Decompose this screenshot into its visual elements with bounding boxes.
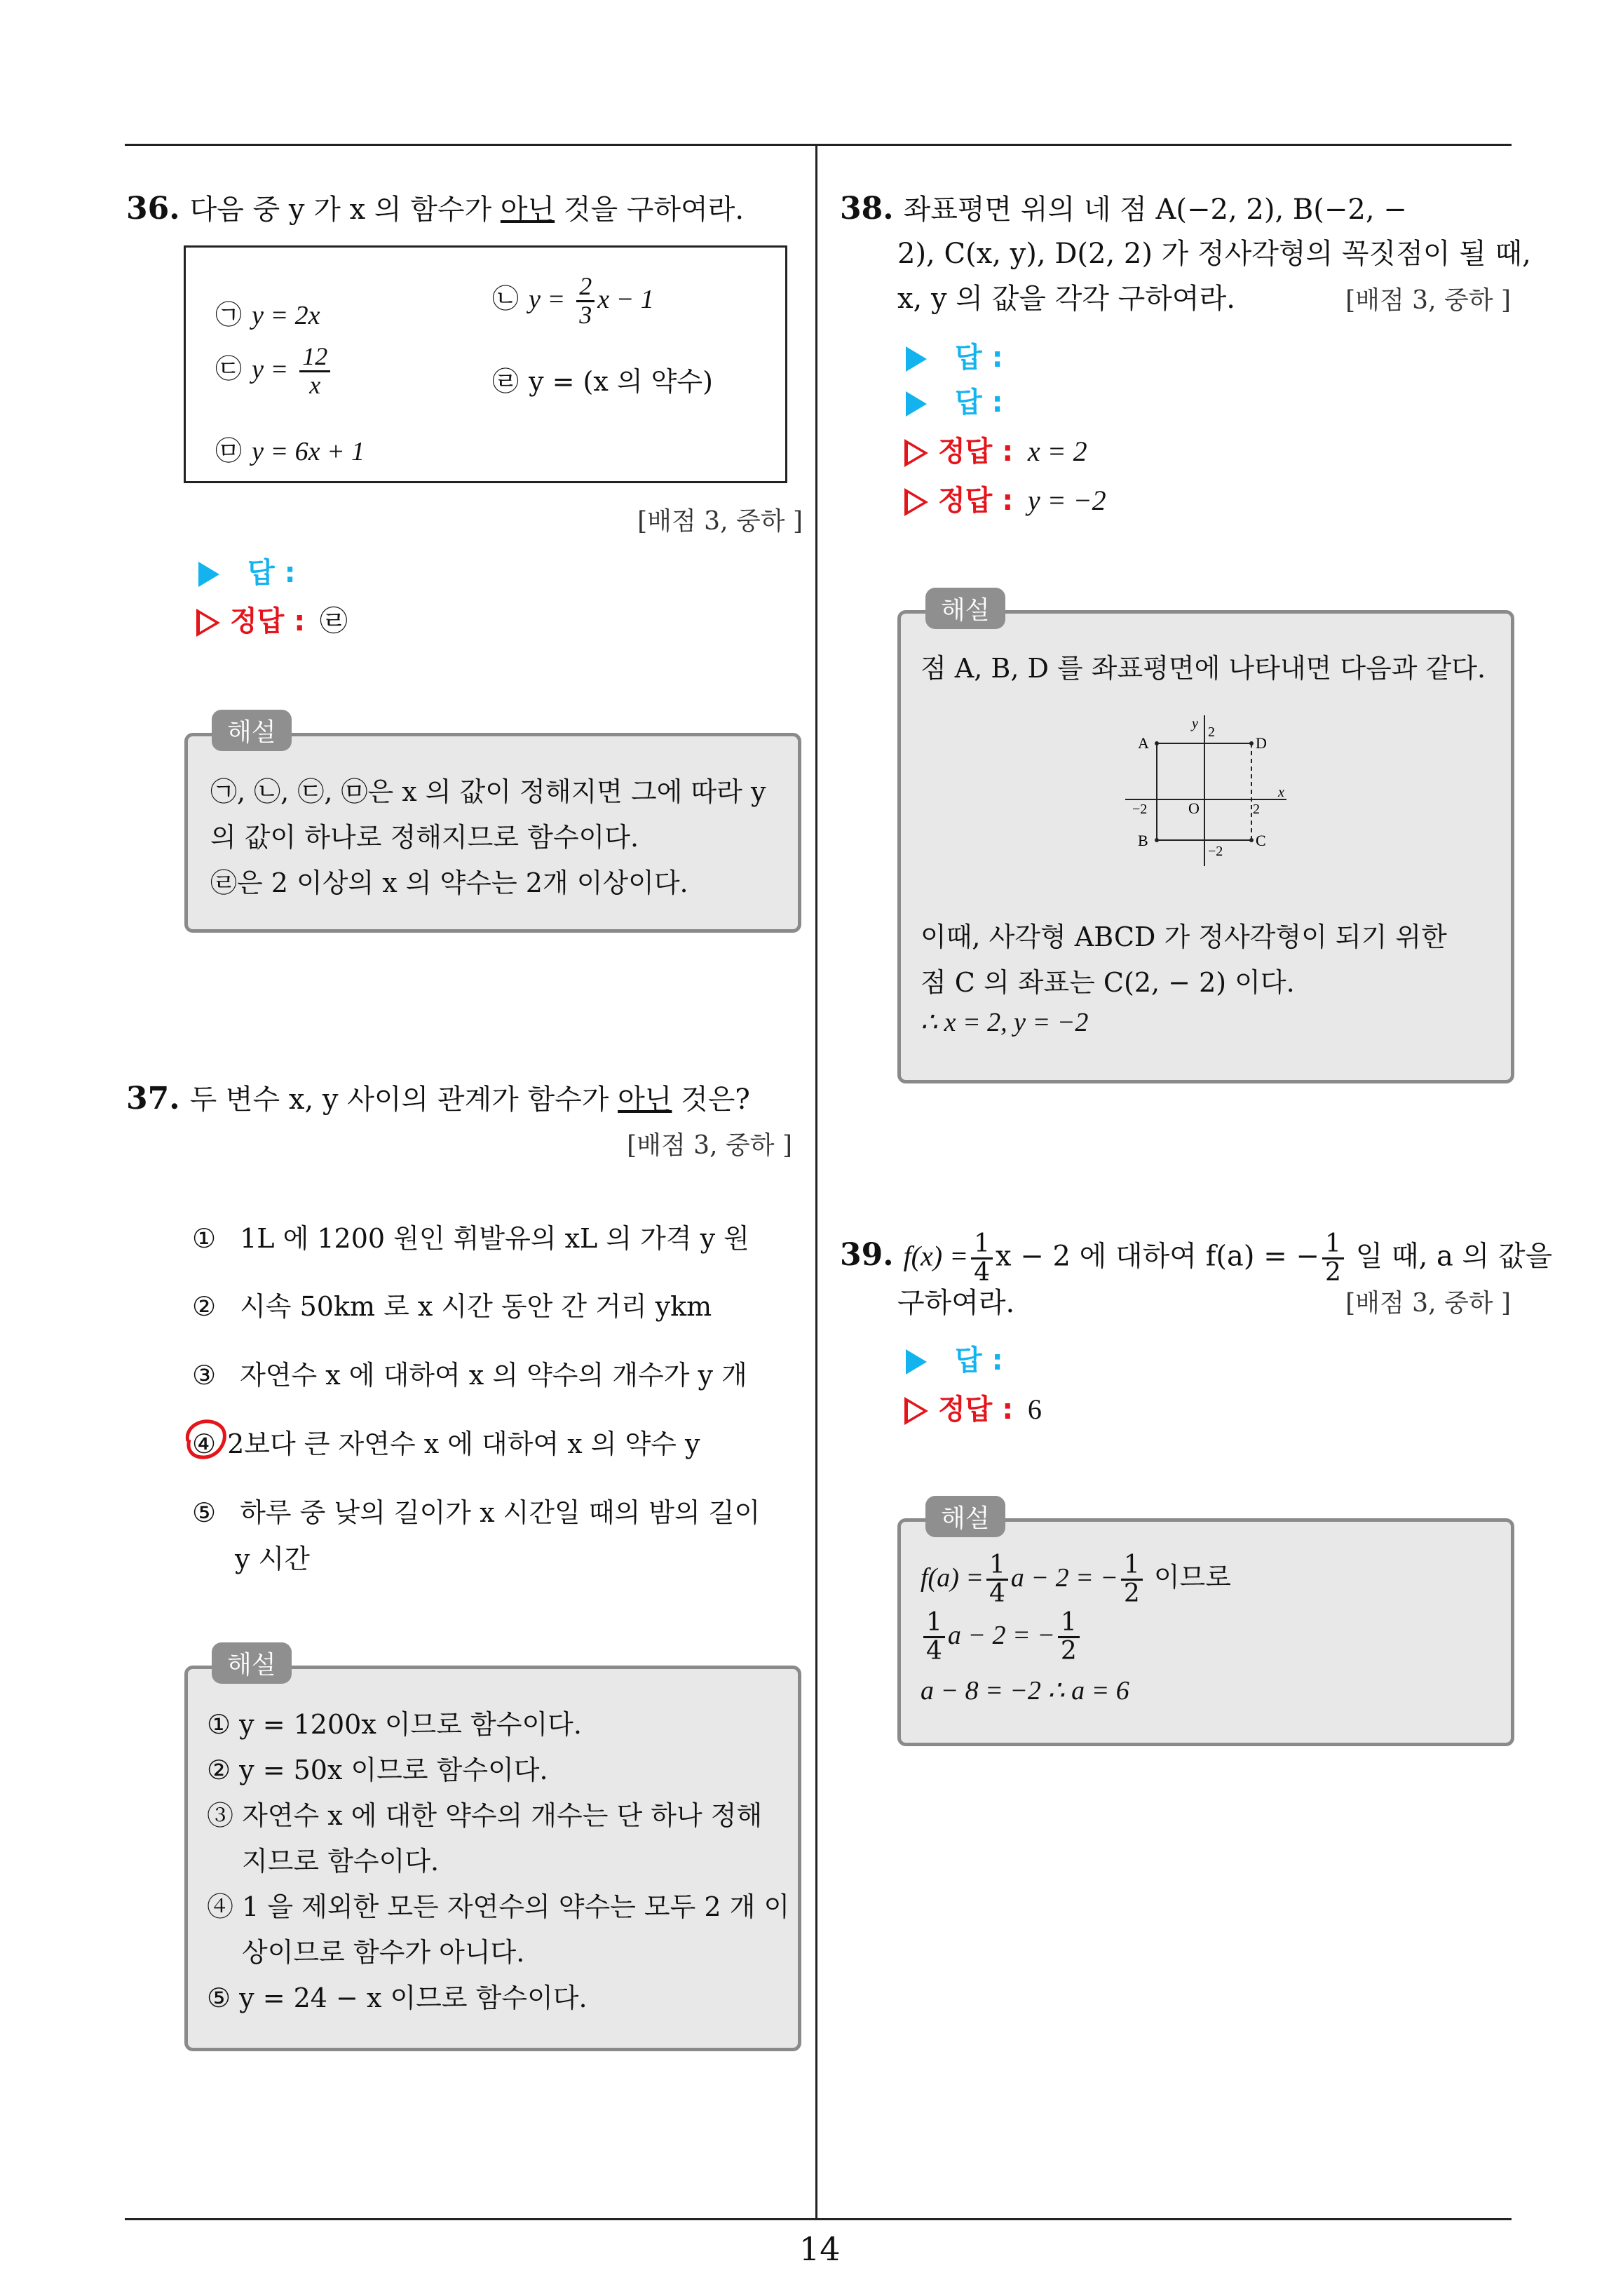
top-rule <box>125 144 1512 146</box>
q36-choice-e-text: y = 6x + 1 <box>252 437 365 466</box>
correct-arrow-icon <box>904 488 928 516</box>
q39-fraction-2 <box>1322 1231 1344 1286</box>
q36-choice-a-text: y = 2x <box>252 301 320 330</box>
q39-sol-line-2 <box>921 1609 1082 1665</box>
q37-text-post: 것은? <box>672 1083 750 1116</box>
correct-arrow-icon <box>904 439 928 467</box>
q37-option-3[interactable] <box>189 1353 747 1392</box>
q36-mark-a: ㉠ <box>215 299 242 330</box>
q36-correct-label: 정답 : <box>230 605 306 637</box>
q36-choice-a[interactable] <box>214 293 320 332</box>
q36-mark-e: ㉤ <box>215 435 242 466</box>
q39-text-b: x − 2 에 대하여 f(a) = − <box>995 1240 1319 1273</box>
q39-solution-tag: 해설 <box>925 1496 1005 1537</box>
q38-number: 38. <box>840 191 894 227</box>
column-divider <box>815 144 817 2220</box>
q36-sol-line-3: ㉣은 2 이상의 x 의 약수는 2개 이상이다. <box>210 867 688 898</box>
q38-correct-label-1: 정답 : <box>938 435 1014 468</box>
q36-score: [배점 3, 중하 ] <box>637 507 803 536</box>
q36-choice-c-fraction <box>299 344 330 399</box>
q38-answer-row-1[interactable] <box>906 335 1003 375</box>
q36-answer-label: 답 : <box>247 557 296 589</box>
q39-line-2: 구하여라. <box>897 1287 1015 1319</box>
page-number: 14 <box>799 2230 841 2268</box>
correct-arrow-icon <box>196 609 220 637</box>
q37-option-4[interactable] <box>189 1422 700 1461</box>
correct-arrow-icon <box>904 1397 928 1425</box>
q39-sol-2b: a − 2 = − <box>947 1620 1055 1650</box>
q39-sol-f4-num: 1 <box>1058 1609 1080 1638</box>
q39-score: [배점 3, 중하 ] <box>1345 1289 1511 1318</box>
q37-option-5-cont: y 시간 <box>235 1544 310 1574</box>
q37-solution-tag: 해설 <box>212 1642 292 1684</box>
point-C <box>1249 838 1254 842</box>
q38-sol-line-1: 이때, 사각형 ABCD 가 정사각형이 되기 위한 <box>921 921 1447 952</box>
q37-sol-line-4: 지므로 함수이다. <box>242 1846 440 1877</box>
q36-b-den: 3 <box>579 300 592 329</box>
bottom-rule <box>125 2218 1512 2220</box>
q38-line-3: x, y 의 값을 각각 구하여라. <box>897 283 1235 315</box>
q36-question <box>126 187 799 232</box>
q38-correct-label-2: 정답 : <box>938 485 1014 517</box>
q36-choice-d-text: y = (x 의 약수) <box>529 366 713 397</box>
q38-line-2: 2), C(x, y), D(2, 2) 가 정사각형의 꼭짓점이 될 때, <box>897 238 1531 270</box>
q39-sol-frac-2 <box>1121 1552 1143 1607</box>
q37-mark-2: ② <box>191 1291 217 1322</box>
q37-option-2[interactable] <box>189 1285 712 1323</box>
q39-line-1 <box>840 1231 1552 1286</box>
tick-y-neg: −2 <box>1208 844 1223 859</box>
q39-sol-f4-den: 2 <box>1060 1636 1077 1666</box>
label-x: x <box>1278 785 1284 800</box>
q37-option-2-text: 시속 50km 로 x 시간 동안 간 거리 ykm <box>240 1291 712 1322</box>
q36-choice-b-fraction <box>576 274 595 329</box>
q38-text-1: 좌표평면 위의 네 점 A(−2, 2), B(−2, − <box>903 194 1407 226</box>
q38-answer-row-2[interactable] <box>906 380 1003 420</box>
q38-sol-intro: 점 A, B, D 를 좌표평면에 나타내면 다음과 같다. <box>921 653 1486 684</box>
q37-option-1[interactable] <box>189 1217 749 1255</box>
q37-option-1-text: 1L 에 1200 원인 휘발유의 xL 의 가격 y 원 <box>240 1223 749 1254</box>
q39-sol-f3-den: 4 <box>926 1636 942 1666</box>
q39-sol-1b: a − 2 = − <box>1010 1562 1118 1593</box>
q39-sol-line-3: a − 8 = −2 ∴ a = 6 <box>921 1676 1129 1706</box>
q37-option-5[interactable] <box>189 1491 760 1529</box>
q37-sol-line-3: ③ 자연수 x 에 대한 약수의 개수는 단 하나 정해 <box>207 1800 763 1831</box>
q39-sol-frac-4 <box>1058 1609 1080 1665</box>
q39-sol-line-1 <box>921 1552 1231 1607</box>
label-A: A <box>1138 734 1149 752</box>
point-B <box>1155 838 1159 842</box>
q36-choice-c-pre: y = <box>252 354 289 384</box>
q38-score: [배점 3, 중하 ] <box>1345 286 1511 315</box>
q37-mark-5: ⑤ <box>191 1497 217 1528</box>
q37-sol-line-1: ① y = 1200x 이므로 함수이다. <box>207 1709 582 1740</box>
q37-score: [배점 3, 중하 ] <box>627 1131 792 1160</box>
point-A <box>1155 741 1159 745</box>
q39-f1-num: 1 <box>971 1231 993 1260</box>
answer-arrow-icon <box>906 1349 927 1375</box>
selected-answer-circle-icon <box>181 1413 230 1462</box>
q37-question <box>126 1076 799 1122</box>
point-D <box>1249 741 1254 745</box>
q37-text-pre: 두 변수 x, y 사이의 관계가 함수가 <box>189 1083 618 1116</box>
q39-sol-1c: 이므로 <box>1145 1561 1231 1593</box>
q36-sol-line-2: 의 값이 하나로 정해지므로 함수이다. <box>210 822 639 853</box>
q38-correct-2: y = −2 <box>1027 485 1106 516</box>
q39-sol-frac-3 <box>923 1609 945 1665</box>
q37-mark-1: ① <box>191 1223 217 1254</box>
q39-f2-den: 2 <box>1324 1257 1341 1287</box>
q38-correct-1: x = 2 <box>1027 435 1087 467</box>
q36-c-den: x <box>309 370 321 399</box>
q37-option-5-text: 하루 중 낮의 길이가 x 시간일 때의 밤의 길이 <box>240 1497 761 1528</box>
q37-option-3-text: 자연수 x 에 대하여 x 의 약수의 개수가 y 개 <box>240 1360 747 1391</box>
q39-sol-f2-den: 2 <box>1123 1579 1140 1608</box>
q39-f2-num: 1 <box>1322 1231 1344 1260</box>
answer-arrow-icon <box>906 391 927 417</box>
q39-fraction-1 <box>971 1231 993 1286</box>
q36-text-post: 것을 구하여라. <box>555 194 745 226</box>
tick-y-pos: 2 <box>1208 724 1215 740</box>
q38-coordinate-graph <box>1118 708 1293 870</box>
q36-choice-d[interactable] <box>491 360 713 398</box>
q37-mark-4: ④ <box>191 1429 217 1459</box>
q36-correct-row <box>196 599 348 639</box>
q37-sol-line-2: ② y = 50x 이므로 함수이다. <box>207 1755 548 1785</box>
q39-sol-frac-1 <box>986 1552 1008 1607</box>
q37-number: 37. <box>126 1081 180 1116</box>
q39-correct-row <box>904 1387 1042 1427</box>
label-y: y <box>1192 716 1198 731</box>
q39-number: 39. <box>840 1237 894 1274</box>
label-O: O <box>1188 799 1200 817</box>
label-C: C <box>1256 832 1266 849</box>
q38-sol-line-2: 점 C 의 좌표는 C(2, − 2) 이다. <box>921 967 1295 998</box>
q36-choice-e[interactable] <box>214 429 365 468</box>
q37-mark-3: ③ <box>191 1360 217 1391</box>
tick-x-neg: −2 <box>1132 802 1148 817</box>
q39-sol-1a: f(a) = <box>921 1562 984 1593</box>
q39-f1-den: 4 <box>974 1257 990 1287</box>
q39-text-a: f(x) = <box>903 1240 969 1272</box>
q38-line-1 <box>840 187 1520 232</box>
q38-correct-row-2 <box>904 478 1106 518</box>
q36-b-num: 2 <box>576 274 595 302</box>
q38-correct-row-1 <box>904 429 1087 469</box>
q36-solution-tag: 해설 <box>212 710 292 751</box>
q36-mark-b: ㉡ <box>491 283 519 314</box>
tick-x-pos: 2 <box>1253 802 1260 817</box>
q36-choice-b-pre: y = <box>529 284 566 314</box>
q37-option-4-text: 2보다 큰 자연수 x 에 대하여 x 의 약수 y <box>227 1429 700 1459</box>
q39-answer-label: 답 : <box>955 1344 1003 1377</box>
q36-sol-line-1: ㉠, ㉡, ㉢, ㉤은 x 의 값이 정해지면 그에 따라 y <box>210 776 766 807</box>
q36-answer-row[interactable] <box>198 551 296 590</box>
q37-sol-line-5: ④ 1 을 제외한 모든 자연수의 약수는 모두 2 개 이 <box>207 1891 790 1922</box>
q37-text-underlined: 아닌 <box>618 1083 672 1116</box>
answer-arrow-icon <box>198 562 219 587</box>
answer-arrow-icon <box>906 346 927 372</box>
q38-solution-tag: 해설 <box>925 588 1005 629</box>
q36-mark-c: ㉢ <box>215 353 242 384</box>
q39-sol-f2-num: 1 <box>1121 1552 1143 1581</box>
label-D: D <box>1256 734 1267 752</box>
q39-sol-f1-num: 1 <box>986 1552 1008 1581</box>
q36-number: 36. <box>126 191 180 227</box>
q36-correct-value: ㉣ <box>319 605 348 637</box>
q39-sol-f3-num: 1 <box>923 1609 945 1638</box>
q37-sol-line-7: ⑤ y = 24 − x 이므로 함수이다. <box>207 1983 588 2013</box>
q37-sol-line-6: 상이므로 함수가 아니다. <box>242 1937 525 1968</box>
q38-sol-line-3: ∴ x = 2, y = −2 <box>921 1008 1089 1037</box>
q39-correct-label: 정답 : <box>938 1393 1014 1426</box>
q36-choice-b-post: x − 1 <box>597 284 654 314</box>
q36-text-pre: 다음 중 y 가 x 의 함수가 <box>189 194 501 226</box>
q39-correct-value: 6 <box>1027 1393 1042 1425</box>
q39-sol-f1-den: 4 <box>989 1579 1005 1608</box>
q36-choice-c[interactable] <box>214 344 333 399</box>
q39-text-c: 일 때, a 의 값을 <box>1346 1240 1553 1273</box>
q38-answer-label-2: 답 : <box>955 386 1003 419</box>
label-B: B <box>1138 832 1148 849</box>
q39-answer-row[interactable] <box>906 1338 1003 1378</box>
q36-mark-d: ㉣ <box>491 366 519 397</box>
q38-answer-label-1: 답 : <box>955 342 1003 374</box>
q36-c-num: 12 <box>299 344 330 372</box>
q36-choice-b[interactable] <box>491 274 654 329</box>
q36-text-underlined: 아닌 <box>500 194 555 226</box>
